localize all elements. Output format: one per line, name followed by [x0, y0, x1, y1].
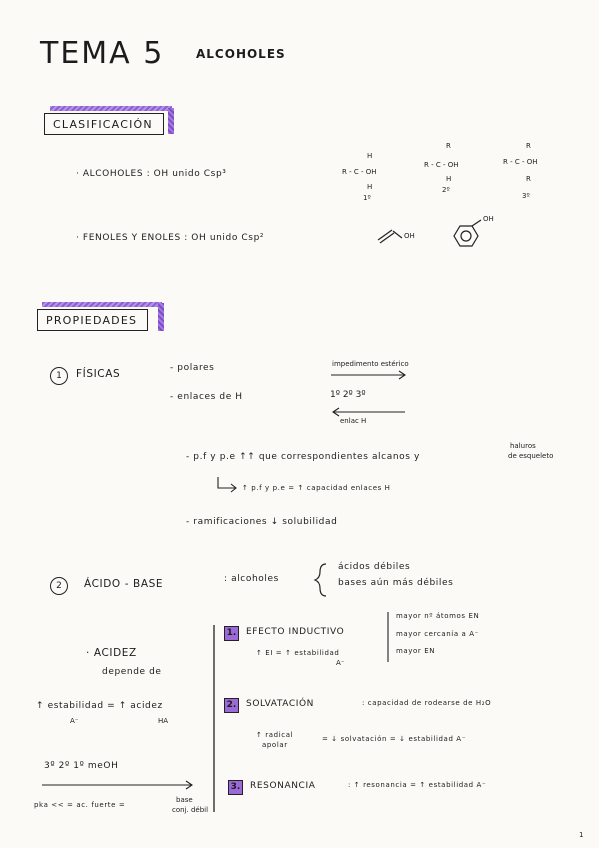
fisicas-label: FÍSICAS — [76, 368, 121, 380]
l-arrow-icon — [218, 477, 236, 492]
struct-3-top: R — [526, 142, 531, 150]
impedimento-label: impedimento estérico — [332, 360, 409, 368]
ha-label: HA — [158, 717, 169, 725]
enlac-h-label: enlac H — [340, 417, 367, 425]
depende-label: depende de — [102, 667, 162, 677]
polares-item: - polares — [170, 363, 215, 373]
page-number: 1 — [579, 831, 584, 839]
phenol-oh: OH — [483, 215, 494, 223]
factor-3-desc: : ↑ resonancia = ↑ estabilidad A⁻ — [348, 781, 487, 789]
enlaces-item: - enlaces de H — [170, 392, 243, 402]
orden-label: 1º 2º 3º — [330, 390, 366, 400]
alcoholes-label: : alcoholes — [224, 574, 279, 584]
struct-1-mid: R - C - OH — [342, 168, 377, 176]
heading-highlight — [42, 302, 162, 307]
factor-2-apolar: apolar — [262, 741, 288, 749]
propiedades-heading: PROPIEDADES — [37, 309, 148, 331]
anion-label: A⁻ — [70, 717, 79, 725]
struct-1-bot: H — [367, 183, 373, 191]
factor-3-number: 3. — [228, 780, 243, 795]
struct-3-mid: R - C - OH — [503, 158, 538, 166]
brace-icon — [315, 564, 326, 596]
struct-2-bot: H — [446, 175, 452, 183]
fisicas-number: 1 — [50, 367, 68, 385]
acidez-orden: 3º 2º 1º meOH — [44, 761, 119, 771]
base-label: base — [176, 796, 193, 804]
factor-1-equation-sub: A⁻ — [336, 659, 345, 667]
bases-debiles: bases aún más débiles — [338, 578, 454, 588]
factor-1-label: EFECTO INDUCTIVO — [246, 627, 345, 637]
acidez-title: · ACIDEZ — [86, 647, 137, 659]
pf-line: - p.f y p.e ↑↑ que correspondientes alcanos y — [186, 452, 420, 462]
subject-title: ALCOHOLES — [196, 47, 286, 61]
tema-title: TEMA 5 — [40, 36, 165, 71]
phenol-ring-icon — [454, 220, 481, 246]
enol-oh: OH — [404, 232, 415, 240]
inductive-bullet-1: mayor nº átomos EN — [396, 612, 480, 620]
acidez-arrow-icon — [42, 781, 192, 789]
struct-3-degree: 3º — [522, 192, 530, 200]
factor-2-desc: : capacidad de rodearse de H₂O — [362, 699, 492, 707]
factor-2-radical: ↑ radical — [256, 731, 294, 739]
ramificaciones-line: - ramificaciones ↓ solubilidad — [186, 517, 338, 527]
struct-3-bot: R — [526, 175, 531, 183]
clasificacion-heading: CLASIFICACIÓN — [44, 113, 164, 135]
fenoles-line: · FENOLES Y ENOLES : OH unido Csp² — [76, 233, 265, 243]
estabilidad-acidez: ↑ estabilidad = ↑ acidez — [36, 701, 163, 711]
conj-debil-label: conj. débil — [172, 806, 209, 814]
heading-highlight — [158, 303, 164, 331]
factor-2-equation: = ↓ solvatación = ↓ estabilidad A⁻ — [322, 735, 466, 743]
acido-base-number: 2 — [50, 577, 68, 595]
esqueleto-label: de esqueleto — [508, 452, 554, 460]
struct-1-top: H — [367, 152, 373, 160]
struct-1-degree: 1º — [363, 194, 371, 202]
factor-1-number: 1. — [224, 626, 239, 641]
struct-2-mid: R - C - OH — [424, 161, 459, 169]
alcoholes-line: · ALCOHOLES : OH unido Csp³ — [76, 169, 227, 179]
pka-line: pka << = ac. fuerte = — [34, 801, 126, 809]
haluros-label: haluros — [510, 442, 536, 450]
inductive-bullet-3: mayor EN — [396, 647, 436, 655]
struct-2-degree: 2º — [442, 186, 450, 194]
factor-2-label: SOLVATACIÓN — [246, 699, 315, 709]
factor-2-number: 2. — [224, 698, 239, 713]
enol-structure-icon — [378, 230, 402, 243]
struct-2-top: R — [446, 142, 451, 150]
factor-1-equation: ↑ EI = ↑ estabilidad — [256, 649, 340, 657]
pf-capacity-line: ↑ p.f y p.e = ↑ capacidad enlaces H — [242, 484, 391, 492]
factor-3-label: RESONANCIA — [250, 781, 316, 791]
acido-base-label: ÁCIDO - BASE — [84, 578, 164, 590]
acidos-debiles: ácidos débiles — [338, 562, 411, 572]
inductive-bullet-2: mayor cercanía a A⁻ — [396, 630, 479, 638]
